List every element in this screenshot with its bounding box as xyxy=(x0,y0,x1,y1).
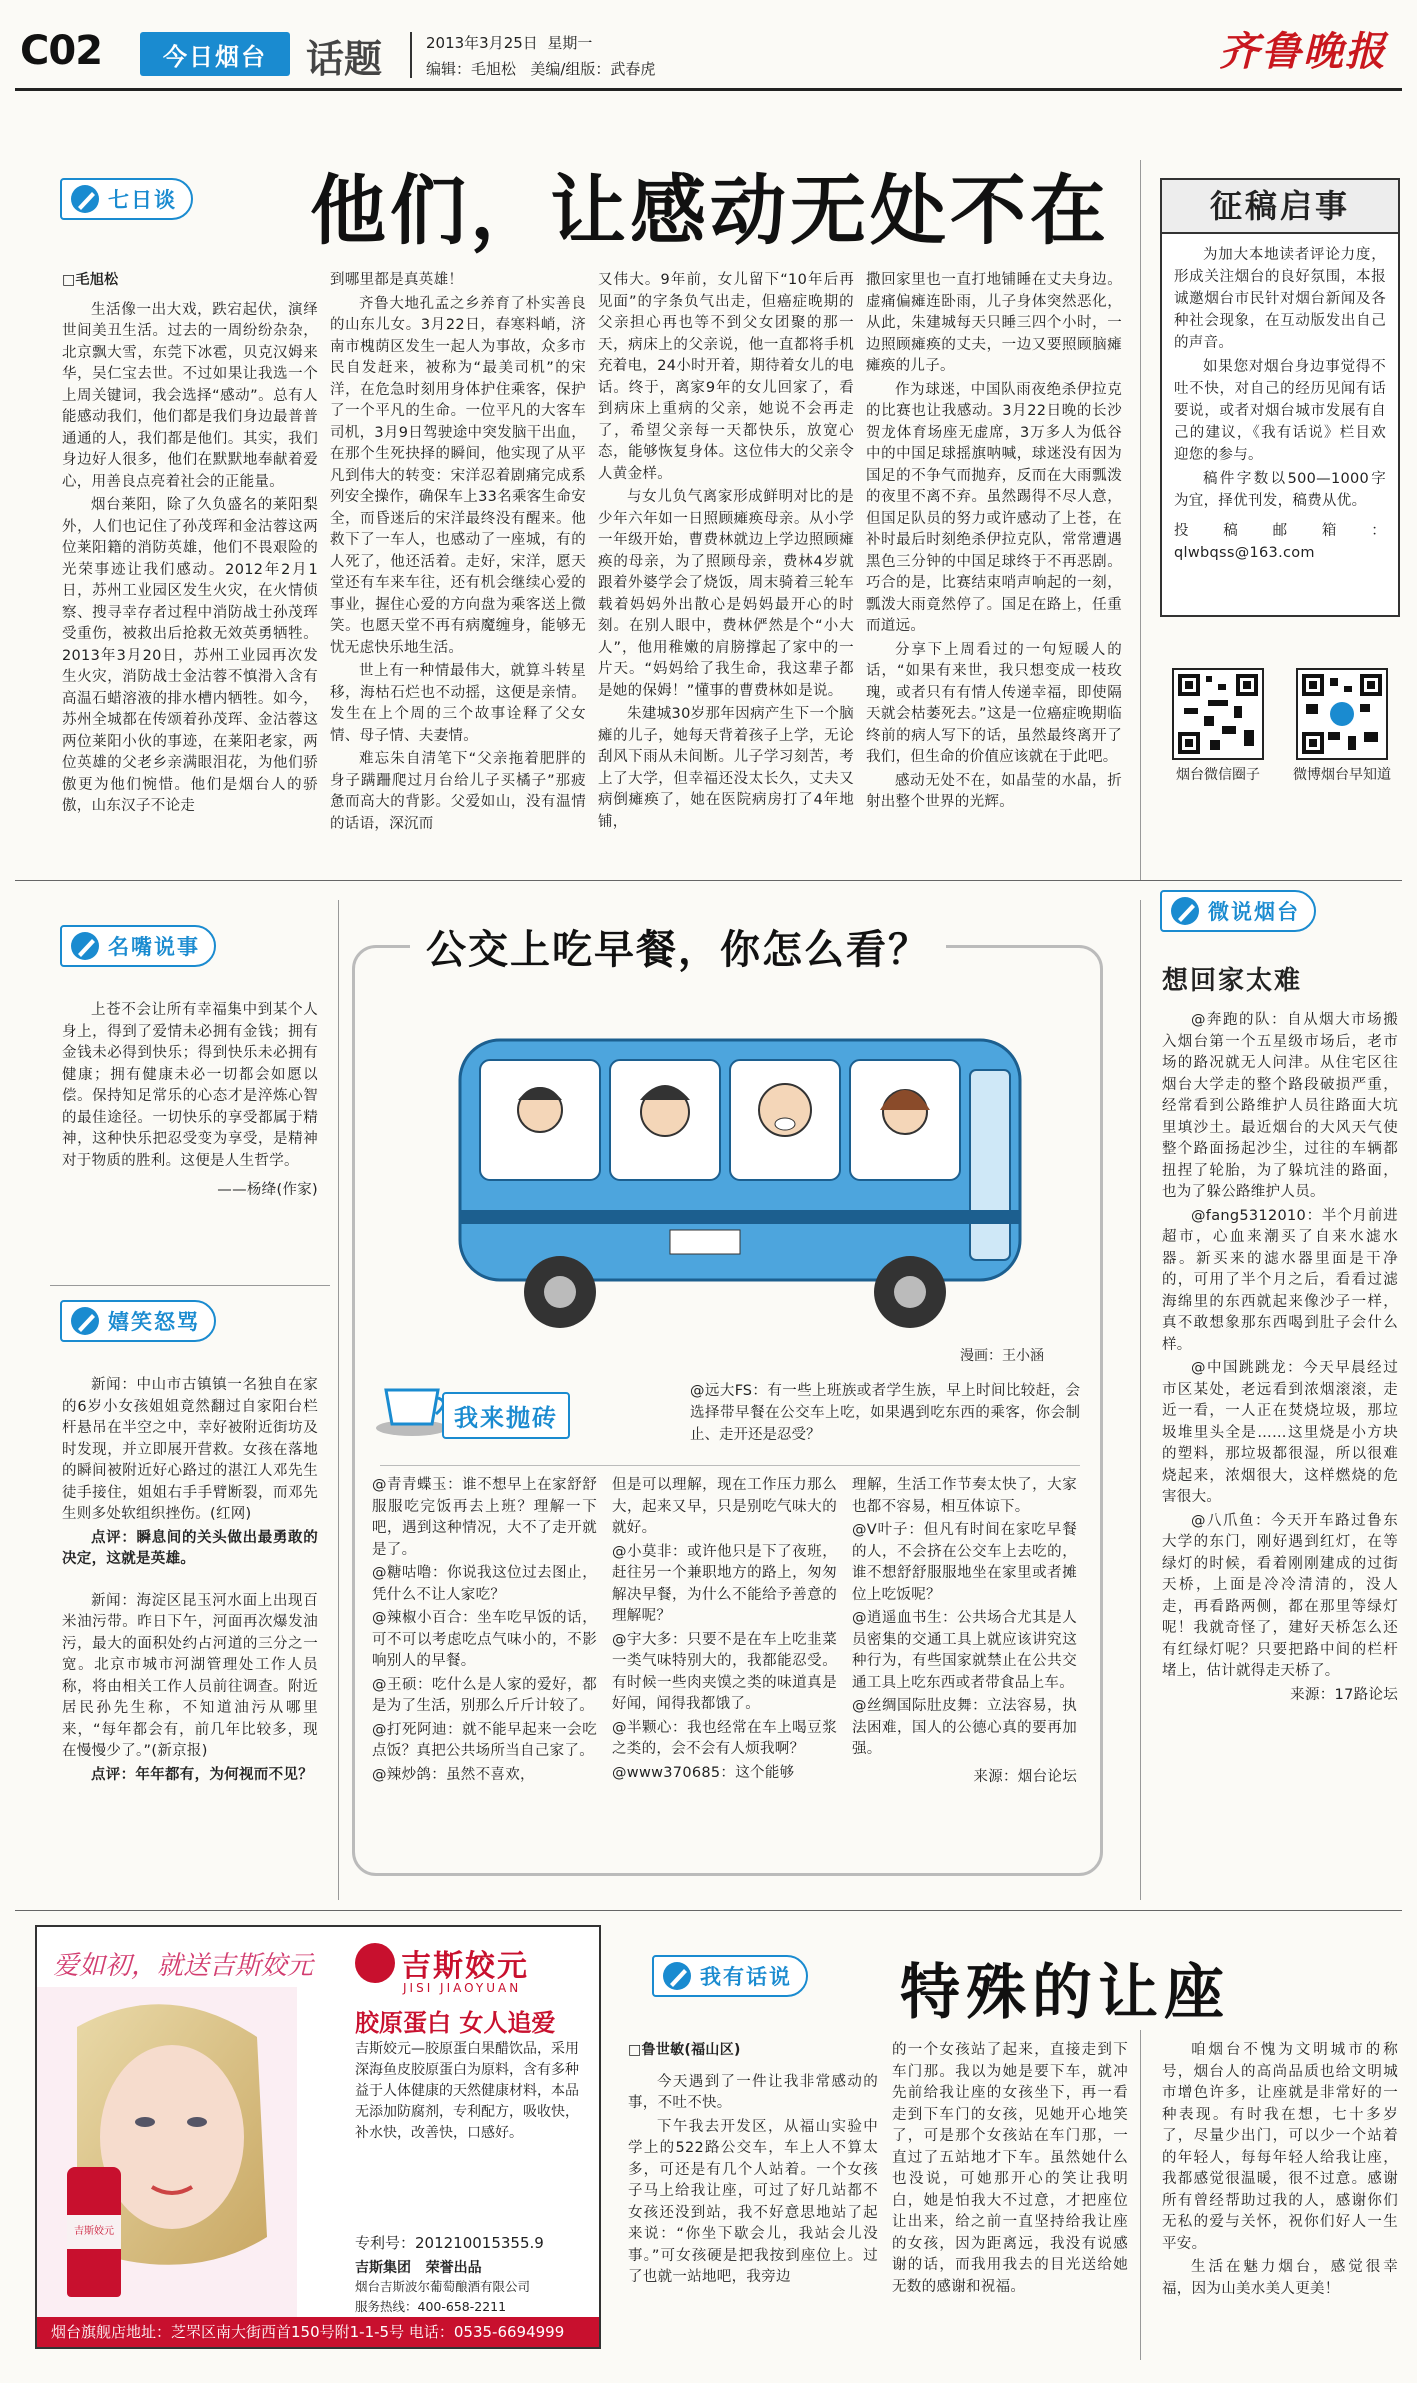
pen-icon xyxy=(62,1302,108,1340)
qiri-para: 作为球迷，中国队雨夜绝杀伊拉克的比赛也让我感动。3月22日晚的长沙贺龙体育场座无虚席，3万多人为低谷中的中国足球摇旗呐喊，球迷没有因为国足的不争气而抛弃，反而在大雨瓢泼的夜里不离不弃。虽然踢得不尽人意，但国足队员的努力或许感动了上苍，在补时最后时刻绝杀伊拉克队，常常遭遇黑色三分钟的中国足球终于不再恶剧。巧合的是，比赛结束哨声响起的一刻，瓢泼大雨竟然停了。国足在路上，任重而道远。 xyxy=(866,381,1122,634)
comment: @小莫非：或许他只是下了夜班，赶往另一个兼职地方的路上，匆匆解决早餐，为什么不能给予善意的理解呢？ xyxy=(612,1543,837,1624)
section-label: 今日烟台 xyxy=(140,32,290,76)
tag-weishuo xyxy=(1160,890,1316,932)
gongjiao-source: 来源：烟台论坛 xyxy=(973,1768,1077,1785)
qiri-para: 烟台莱阳，除了久负盛名的莱阳梨外，人们也记住了孙茂珲和金沽蓉这两位莱阳籍的消防英雄，他们不畏艰险的光荣事迹让我们感动。2012年2月1日，苏州工业园区发生火灾，在火情侦察、搜寻幸存者过程中消防战士孙茂珲受重伤，被救出后抢救无效英勇牺牲。2013年3月20日，苏州工业园再次发生火灾，消防战士金沽蓉不慎滑入含有高温石蜡溶液的排水槽内牺牲。如今，苏州全城都在传颂着孙茂珲、金沽蓉这两位莱阳小伙的事迹，在莱阳老家，两位英雄的父老乡亲满眼泪花，为他们骄傲更为他们惋惜。他们是烟台人的骄傲，山东汉子不论走 xyxy=(62,497,318,814)
column-rule xyxy=(338,900,339,1900)
comment: @半颗心：我也经常在车上喝豆浆之类的，会不会有人烦我啊？ xyxy=(612,1719,837,1757)
zhenggao-box xyxy=(1160,178,1400,617)
ad-brand: 吉斯姣元 xyxy=(401,1949,529,1984)
woyou-byline: □鲁世敏(福山区) xyxy=(628,2042,741,2058)
qiri-para: 难忘朱自清笔下“父亲拖着肥胖的身子蹒跚爬过月台给儿子买橘子”那疲惫而高大的背影。父爱如山，没有温情的话语，深沉而 xyxy=(330,751,586,832)
tag-qiri-label: 七日谈 xyxy=(108,188,177,212)
qiri-col-1 xyxy=(62,270,318,870)
editor-text xyxy=(426,58,655,79)
weishuo-item: @八爪鱼：今天开车路过鲁东大学的东门，刚好遇到红灯，在等绿灯的时候，看着刚刚建成的过街天桥，上面是冷冷清清的，没人走，再看路两侧，都在那里等绿灯呢！我就奇怪了，建好天桥怎么还有红绿灯呢？只要把路中间的栏杆堵上，估计就得走天桥了。 xyxy=(1162,1512,1398,1679)
tag-xixiao xyxy=(60,1300,216,1342)
tag-qiri xyxy=(60,178,193,220)
pen-icon xyxy=(1162,892,1208,930)
ad-desc: 吉斯姣元—胶原蛋白果醋饮品，采用深海鱼皮胶原蛋白为原料，含有多种益于人体健康的天然健康材料，本品无添加防腐剂，专利配方，吸收快，补水快，改善快，口感好。 xyxy=(355,2041,579,2141)
section-rule xyxy=(380,1465,1080,1466)
weekday: 星期一 xyxy=(547,34,593,52)
gongjiao-title: 公交上吃早餐，你怎么看？ xyxy=(410,918,946,975)
weishuo-title: 想回家太难 xyxy=(1162,966,1303,996)
woyou-headline: 特殊的让座 xyxy=(900,1958,1230,2028)
xixiao-comment: 点评：瞬息间的关头做出最勇敢的决定，这就是英雄。 xyxy=(62,1529,318,1567)
qiri-col-3 xyxy=(598,270,854,870)
qiri-col-2 xyxy=(330,270,586,870)
weishuo-item: @奔跑的队：自从烟大市场搬入烟台第一个五星级市场后，老市场的路况就无人问津。从住宅区往烟台大学走的整个路段破损严重，经常看到公路维护人员往路面大坑里填沙土。最近烟台的大风天气使整个路面扬起沙尘，过往的车辆都扭捏了轮胎，为了躲坑洼的路面，也为了躲公路维护人员。 xyxy=(1162,1012,1398,1200)
qiri-para: 感动无处不在，如晶莹的水晶，折射出整个世界的光辉。 xyxy=(866,772,1122,810)
qiri-para: 生活像一出大戏，跌宕起伏，演绎世间美丑生活。过去的一周纷纷杂杂，北京飘大雪，东莞下冰雹，贝克汉姆来华，吴仁宝去世。不过如果让我选一个上周关键词，我会选择“感动”。总有人能感动我们，他们都是我们身边最普普通通的人，我们都是他们。其实，我们身边好人很多，他们在默默地奉献着爱心，用善良点亮着社会的正能量。 xyxy=(62,301,318,490)
xixiao-news: 新闻：海淀区昆玉河水面上出现百米油污带。昨日下午，河面再次爆发油污，最大的面积处约占河道的三分之一宽。北京市城市河湖管理处工作人员称，将由相关工作人员前往调查。附近居民孙先生称，不知道油污从哪里来，“每年都会有，前几年比较多，现在慢慢少了。”(新京报) xyxy=(62,1592,318,1759)
qiri-para: 又伟大。9年前，女儿留下“10年后再见面”的字条负气出走，但癌症晚期的父亲担心再也等不到父女团聚的那一天，病床上的父亲说，他一直都将手机充着电，24小时开着，期待着女儿的电话。终于，离家9年的女儿回家了，看到病床上重病的父亲，她说不会再走了，希望父亲每一天都快乐，放宽心态，能够恢复身体。这位伟大的父亲令人黄金样。 xyxy=(598,272,854,482)
designer: 美编/组版：武春虎 xyxy=(530,60,656,78)
woyou-para: 今天遇到了一件让我非常感动的事，不吐不快。 xyxy=(628,2073,878,2111)
ad-company xyxy=(355,2257,482,2277)
date: 2013年3月25日 xyxy=(426,34,538,52)
column-rule xyxy=(1140,2030,1141,2360)
xixiao-body xyxy=(62,1375,318,1900)
ad-hotline: 服务热线：400-658-2211 xyxy=(355,2299,507,2314)
qiri-byline: □毛旭松 xyxy=(62,272,119,288)
paper-logo: 齐鲁晚报 xyxy=(1219,28,1387,75)
mingzui-text: 上苍不会让所有幸福集中到某个人身上，得到了爱情未必拥有金钱；拥有金钱未必得到快乐；得到快乐未必拥有健康；拥有健康未必一切都会如愿以偿。保持知足常乐的心态才是淬炼心智的最佳途径。一切快乐的享受都属于精神，这种快乐把忍受变为享受，是精神对于物质的胜利。这便是人生哲学。 xyxy=(62,1002,318,1169)
ad-brand-en: JISI JIAOYUAN xyxy=(403,1981,522,1995)
comment: @打死阿迪：就不能早起来一会吃点饭？真把公共场所当自己家了。 xyxy=(372,1721,597,1759)
page-header xyxy=(0,0,1417,90)
woshuo-tag-block xyxy=(372,1370,672,1460)
woyou-col-1 xyxy=(628,2040,878,2360)
qr-caption-2: 微博烟台早知道 xyxy=(1293,767,1391,783)
qiri-para: 世上有一种情最伟大，就算斗转星移，海枯石烂也不动摇，这便是亲情。发生在上个周的三个故事诠释了父女情、母子情、夫妻情。 xyxy=(330,663,586,744)
page-number: C02 xyxy=(20,28,103,74)
comment: 理解，生活工作节奏太快了，大家也都不容易，相互体谅下。 xyxy=(852,1477,1077,1515)
cartoon-credit: 漫画：王小涵 xyxy=(960,1348,1044,1364)
bus-cartoon xyxy=(440,1000,1060,1340)
zhenggao-email[interactable]: 投稿邮箱：qlwbqss@163.com xyxy=(1174,523,1386,561)
qiri-para: 朱建城30岁那年因病产生下一个脑瘫的儿子，她每天背着孩子上学，无论刮风下雨从未间断。儿子学习刻苦，考上了大学，但幸福还没太长久，丈夫又病倒瘫痪了，她在医院病房打了4年地铺， xyxy=(598,706,854,830)
woyou-col-3 xyxy=(1162,2040,1398,2360)
weishuo-body xyxy=(1162,1010,1398,1890)
ad-block[interactable] xyxy=(35,1925,601,2349)
section-rule xyxy=(50,1285,330,1286)
gongjiao-col-1 xyxy=(372,1475,597,1855)
ad-bottle-label: 吉斯姣元 xyxy=(67,2215,121,2249)
section-rule xyxy=(15,880,1402,881)
qr-block-1 xyxy=(1162,668,1274,784)
comment: @V叶子：但凡有时间在家吃早餐的人，不会挤在公交车上去吃的，谁不想舒舒服服地坐在家里或者摊位上吃饭呢？ xyxy=(852,1522,1077,1603)
gongjiao-col-2 xyxy=(612,1475,837,1855)
woyou-para: 的一个女孩站了起来，直接走到下车门那。我以为她是要下车，就冲先前给我让座的女孩坐下，再一看走到下车门的女孩，见她开心地笑了，可是那个女孩站在车门那，一直过了五站地才下车。虽然她什么也没说，可她那开心的笑让我明白，她是怕我大不过意，才把座位让出来，给之前一直坚持给我让座的女孩，因为距离远，我没有说感谢的话，而我用我去的目光送给她无数的感谢和祝福。 xyxy=(892,2042,1128,2295)
qiri-col-4 xyxy=(866,270,1122,870)
xixiao-comment: 点评：年年都有，为何视而不见？ xyxy=(91,1766,313,1783)
woshuo-tag: 我来抛砖 xyxy=(442,1392,570,1439)
tag-weishuo-label: 微说烟台 xyxy=(1208,900,1300,924)
ad-company-name: 吉斯集团 xyxy=(355,2260,411,2276)
ad-slogan: 爱如初，就送吉斯姣元 xyxy=(53,1951,314,1981)
comment: @辣椒小百合：坐车吃早饭的话，可不可以考虑吃点气味小的，不影响别人的早餐。 xyxy=(372,1610,597,1669)
column-label: 话题 xyxy=(306,37,383,81)
qiri-para: 到哪里都是真英雄！ xyxy=(330,272,464,288)
qiri-para: 齐鲁大地孔孟之乡养育了朴实善良的山东儿女。3月22日，春寒料峭，济南市槐荫区发生一起人为事故，众多市民自发赶来，被称为“最美司机”的宋洋，在危急时刻用身体护住乘客，保护了一个平凡的生命。一位平凡的大客车司机，3月9日驾驶途中突发脑干出血，在那个生死抉择的瞬间，他实现了从平凡到伟大的转变：宋洋忍着剧痛完成系列安全操作，确保车上33名乘客生命安全，而昏迷后的宋洋最终没有醒来。他救下了一车人，也感动了一座城，有的人死了，他还活着。走好，宋洋，愿天堂还有车来车往，还有机会继续心爱的事业，握住心爱的方向盘为乘客送上微笑。也愿天堂不再有病魔缠身，能够无忧无虑快乐地生活。 xyxy=(330,295,586,656)
qr-caption-1: 烟台微信圈子 xyxy=(1176,767,1260,783)
pen-icon xyxy=(62,927,108,965)
comment: @宇大多：只要不是在车上吃韭菜一类气味特别大的，我都能忍受。有时候一些肉夹馍之类的味道真是好闻，闻得我都饿了。 xyxy=(612,1631,837,1712)
qiri-para: 与女儿负气离家形成鲜明对比的是少年六年如一日照顾瘫痪母亲。从小学一年级开始，曹费林就边上学边照顾瘫痪的母亲，为了照顾母亲，费林4岁就跟着外婆学会了烧饭，周末骑着三轮车载着妈妈外出散心是妈妈最开心的时刻。在别人眼中，费林俨然是个“小大人”，他用稚嫩的肩膀撑起了家中的一片天。“妈妈给了我生命，我这辈子都是她的保姆！”懂事的曹费林如是说。 xyxy=(598,489,854,699)
comment: @青青蝶玉：谁不想早上在家舒舒服服吃完饭再去上班？理解一下吧，遇到这种情况，大不了走开就是了。 xyxy=(372,1477,597,1558)
qr-code-icon[interactable] xyxy=(1172,668,1264,760)
tag-woyou xyxy=(652,1955,808,1997)
tag-xixiao-label: 嬉笑怒骂 xyxy=(108,1310,200,1334)
woyou-para: 生活在魅力烟台，感觉很幸福，因为山美水美人更美！ xyxy=(1162,2259,1398,2297)
gongjiao-col-3 xyxy=(852,1475,1077,1855)
section-rule xyxy=(15,1910,1402,1911)
woyou-col-2 xyxy=(892,2040,1128,2360)
tag-woyou-label: 我有话说 xyxy=(700,1965,792,1989)
zhenggao-para: 为加大本地读者评论力度，形成关注烟台的良好氛围，本报诚邀烟台市民针对烟台新闻及各种社会现象，在互动版发出自己的声音。 xyxy=(1174,247,1386,351)
ad-bottle xyxy=(67,2167,121,2297)
zhenggao-para: 稿件字数以500—1000字为宜，择优刊发，稿费从优。 xyxy=(1174,471,1386,509)
tag-mingzui xyxy=(60,925,216,967)
pen-icon xyxy=(62,180,108,218)
mingzui-body xyxy=(62,1000,318,1270)
comment: @www370685：这个能够 xyxy=(612,1764,795,1781)
qr-code-icon[interactable] xyxy=(1296,668,1388,760)
qiri-para: 分享下上周看过的一句短暖人的话，“如果有来世，我只想变成一枝玫瑰，或者只有有情人传递幸福，即使隔天就会枯萎死去。”这是一位癌症晚期临终前的病人写下的话，虽然最终离开了我们，但生命的价值应该就在于此吧。 xyxy=(866,641,1122,765)
zhenggao-para: 如果您对烟台身边事觉得不吐不快，对自己的经历见闻有话要说，或者对烟台城市发展有自己的建议，《我有话说》栏目欢迎您的参与。 xyxy=(1174,359,1386,463)
gongjiao-question: @远大FS：有一些上班族或者学生族，早上时间比较赶，会选择带早餐在公交车上吃，如果遇到吃东西的乘客，你会制止、走开还是忍受？ xyxy=(690,1383,1080,1443)
column-rule xyxy=(1140,160,1141,880)
zhenggao-title: 征稿启事 xyxy=(1162,180,1398,234)
comment: @逍遥血书生：公共场合尤其是人员密集的交通工具上就应该讲究这种行为，有些国家就禁止在公共交通工具上吃东西或者带食品上车。 xyxy=(852,1610,1077,1691)
woyou-para: 咱烟台不愧为文明城市的称号，烟台人的高尚品质也给文明城市增色许多，让座就是非常好的一种表现。有时我在想，七十多岁了，尽量少出门，可以少一个站着的年轻人，每每年轻人给我让座，我都感觉很温暖，很不过意。感谢所有曾经帮助过我的人，感谢你们无私的爱与关怀，祝你们好人一生平安。 xyxy=(1162,2042,1398,2252)
mingzui-author: ——杨绛(作家) xyxy=(217,1182,318,1198)
weishuo-source: 来源：17路论坛 xyxy=(1290,1686,1398,1703)
header-divider xyxy=(410,32,412,78)
ad-address-bar: 烟台旗舰店地址：芝罘区南大街西首150号附1-1-5号 电话：0535-6694999 xyxy=(37,2317,599,2347)
ad-logo-icon xyxy=(355,1943,395,1983)
qiri-headline: 他们，让感动无处不在 xyxy=(310,166,1110,255)
comment: @王硕：吃什么是人家的爱好，都是为了生活，别那么斤斤计较了。 xyxy=(372,1676,597,1714)
xixiao-news: 新闻：中山市古镇镇一名独自在家的6岁小女孩姐姐竟然翻过自家阳台栏杆悬吊在半空之中，幸好被附近街坊及时发现，并立即展开营救。女孩在落地的瞬间被附近好心路过的湛江人邓先生徒手接住，姐姐右手手臂断裂，而邓先生则多处软组织挫伤。(红网) xyxy=(62,1377,318,1522)
woyou-para: 下午我去开发区，从福山实验中学上的522路公交车，车上人不算太多，可还是有几个人站着。一个女孩子马上给我让座，可过了好几站都不女孩还没到站，我不好意思地站了起来说：“你坐下歇会儿，我站会儿没事。”可女孩硬是把我按到座位上。过了也就一站地吧，我旁边 xyxy=(628,2118,878,2285)
tag-mingzui-label: 名嘴说事 xyxy=(108,935,200,959)
editor: 编辑：毛旭松 xyxy=(426,60,517,78)
ad-tagline: 胶原蛋白 女人追爱 xyxy=(355,2009,556,2037)
date-text xyxy=(426,32,592,53)
qr-block-2 xyxy=(1282,668,1402,784)
ad-company-full: 烟台吉斯波尔葡萄酿酒有限公司 xyxy=(355,2279,531,2294)
qiri-para: 撒回家里也一直打地铺睡在丈夫身边。虚痛偏瘫连卧雨，儿子身体突然恶化，从此，朱建城每天只睡三四个小时，一边照顾瘫痪的丈夫，一边又要照顾脑瘫瘫痪的儿子。 xyxy=(866,272,1122,374)
comment: @丝绸国际肚皮舞：立法容易，执法困难，国人的公德心真的要再加强。 xyxy=(852,1698,1077,1757)
column-rule xyxy=(1140,900,1141,1900)
comment: 但是可以理解，现在工作压力那么大，起来又早，只是别吃气味大的就好。 xyxy=(612,1477,837,1536)
pen-icon xyxy=(654,1957,700,1995)
ad-company-tag: 荣誉出品 xyxy=(425,2260,482,2276)
weishuo-item: @中国跳跳龙：今天早晨经过市区某处，老远看到浓烟滚滚，走近一看，一人正在焚烧垃圾，那垃圾堆里头全是……这里烧是小方块的塑料，那垃圾都很湿，所以很难烧起来，浓烟很大，这样燃烧的危害很大。 xyxy=(1162,1360,1398,1505)
header-rule xyxy=(15,88,1402,91)
ad-patent: 专利号：201210015355.9 xyxy=(355,2234,544,2252)
comment: @糖咕噜：你说我这位过去图止，凭什么不让人家吃？ xyxy=(372,1565,597,1603)
comment: @辣炒鸽：虽然不喜欢， xyxy=(372,1766,535,1783)
teacup-icon xyxy=(372,1370,452,1440)
weishuo-item: @fang5312010：半个月前进超市，心血来潮买了自来水滤水器。新买来的滤水器里面是干净的，可用了半个月之后，看看过滤海绵里的东西就起来像沙子一样，真不敢想象那东西喝到肚子会什么样。 xyxy=(1162,1207,1398,1353)
zhenggao-body xyxy=(1174,244,1386,609)
